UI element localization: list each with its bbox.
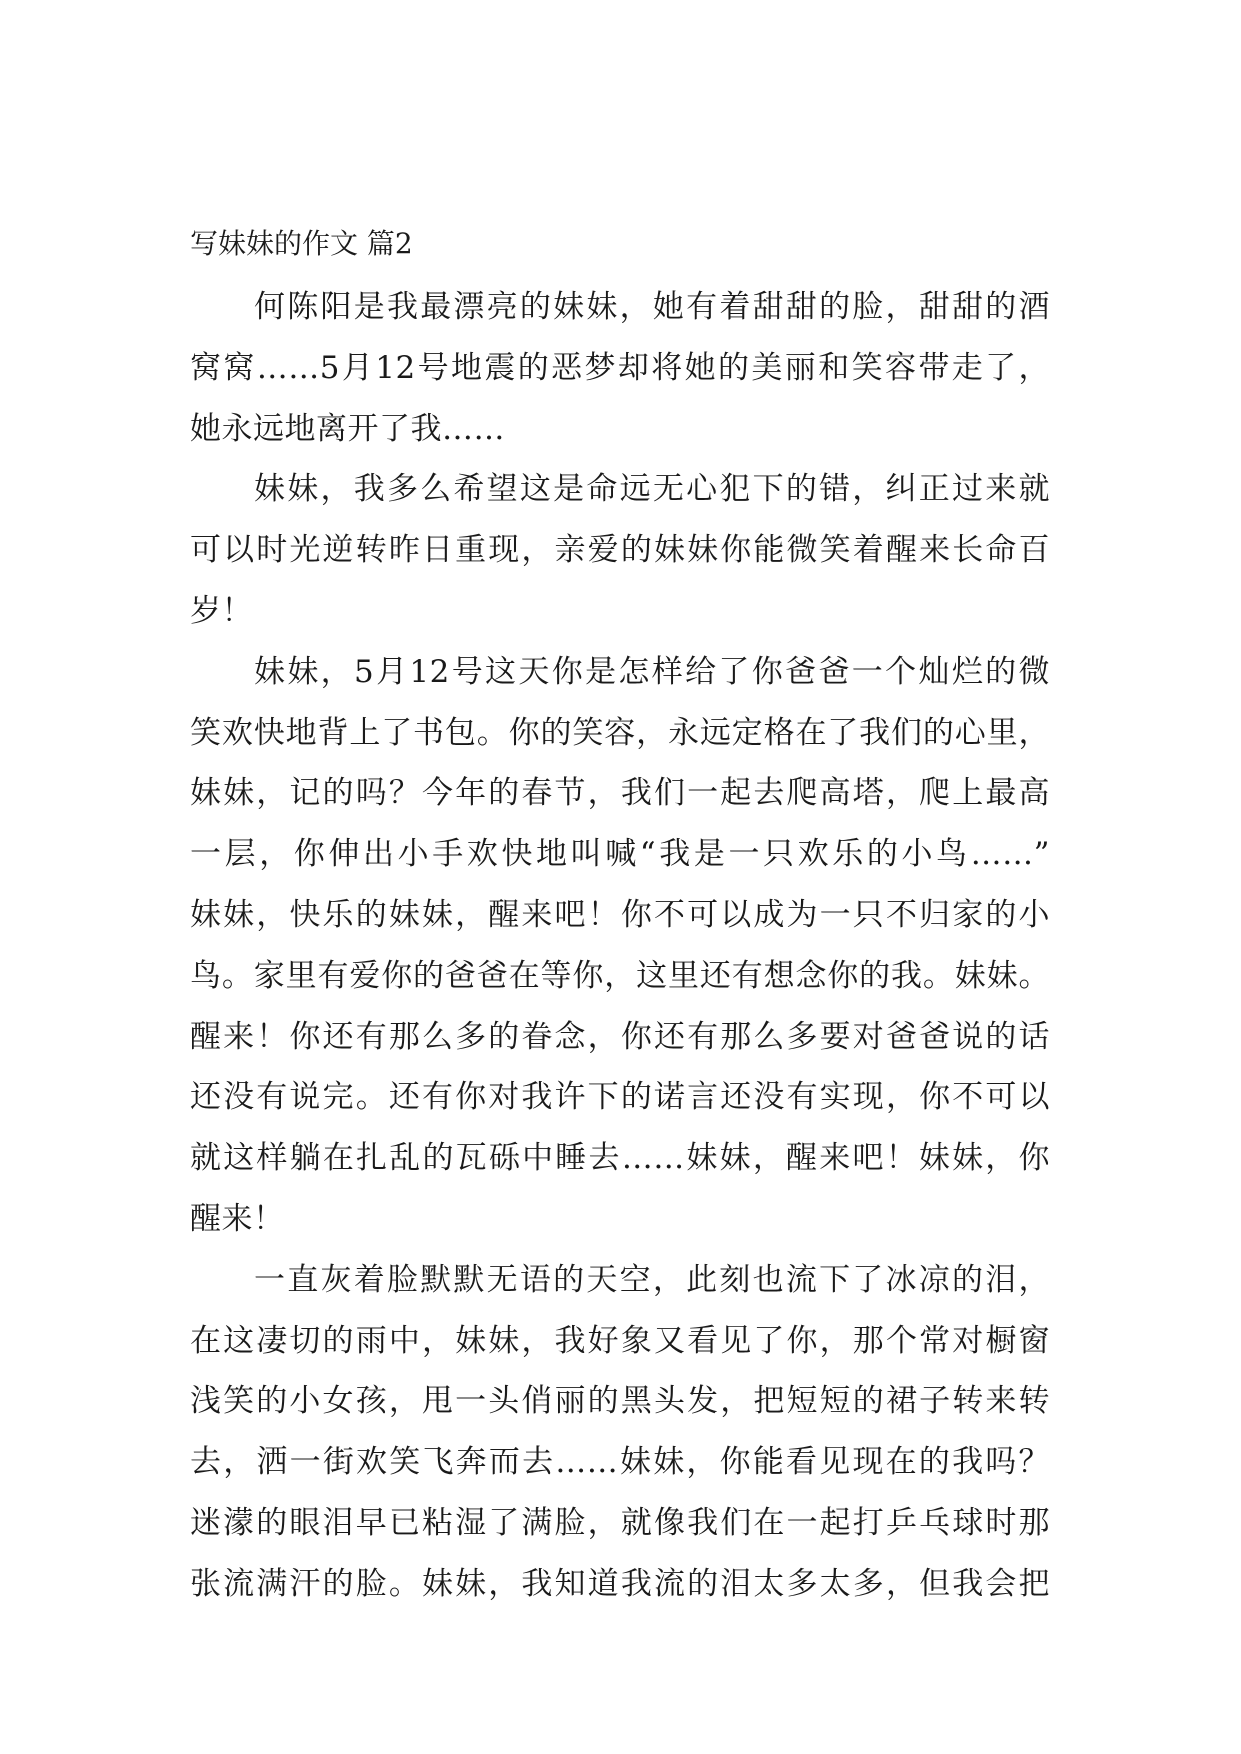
text-line: 妹妹，5月12号这天你是怎样给了你爸爸一个灿烂的微 xyxy=(254,653,1050,690)
text-line: 妹妹，我多么希望这是命远无心犯下的错，纠正过来就 xyxy=(254,471,1050,508)
text-line: 鸟。家里有爱你的爸爸在等你，这里还有想念你的我。妹妹。 xyxy=(190,957,1050,994)
text-line: 就这样躺在扎乱的瓦砾中睡去……妹妹，醒来吧！妹妹，你 xyxy=(190,1140,1050,1177)
document-title: 写妹妹的作文 篇2 xyxy=(190,227,413,260)
text-line: 迷濛的眼泪早已粘湿了满脸，就像我们在一起打乒乓球时那 xyxy=(190,1504,1050,1541)
text-line: 何陈阳是我最漂亮的妹妹，她有着甜甜的脸，甜甜的酒 xyxy=(254,289,1050,325)
text-line: 醒来！ xyxy=(190,1200,285,1237)
text-line: 妹妹，快乐的妹妹，醒来吧！你不可以成为一只不归家的小 xyxy=(190,896,1050,933)
text-line: 岁！ xyxy=(190,592,253,629)
text-line: 可以时光逆转昨日重现，亲爱的妹妹你能微笑着醒来长命百 xyxy=(190,532,1050,569)
text-line: 去，洒一街欢笑飞奔而去……妹妹，你能看见现在的我吗？ xyxy=(190,1444,1050,1481)
text-line: 她永远地离开了我…… xyxy=(190,410,505,447)
text-line: 妹妹，记的吗？今年的春节，我们一起去爬高塔，爬上最高 xyxy=(190,775,1050,812)
text-line: 笑欢快地背上了书包。你的笑容，永远定格在了我们的心里， xyxy=(190,714,1050,751)
text-line: 还没有说完。还有你对我许下的诺言还没有实现，你不可以 xyxy=(190,1079,1050,1116)
text-line: 一层，你伸出小手欢快地叫喊“我是一只欢乐的小鸟……” xyxy=(190,836,1050,873)
document-body xyxy=(190,277,1050,1615)
text-line: 醒来！你还有那么多的眷念，你还有那么多要对爸爸说的话 xyxy=(190,1018,1050,1055)
text-line: 一直灰着脸默默无语的天空，此刻也流下了冰凉的泪， xyxy=(254,1261,1050,1298)
text-line: 张流满汗的脸。妹妹，我知道我流的泪太多太多，但我会把 xyxy=(190,1565,1050,1602)
text-line: 窝窝……5月12号地震的恶梦却将她的美丽和笑容带走了， xyxy=(190,349,1050,386)
text-line: 浅笑的小女孩，甩一头俏丽的黑头发，把短短的裙子转来转 xyxy=(190,1383,1050,1420)
text-line: 在这凄切的雨中，妹妹，我好象又看见了你，那个常对橱窗 xyxy=(190,1322,1050,1359)
